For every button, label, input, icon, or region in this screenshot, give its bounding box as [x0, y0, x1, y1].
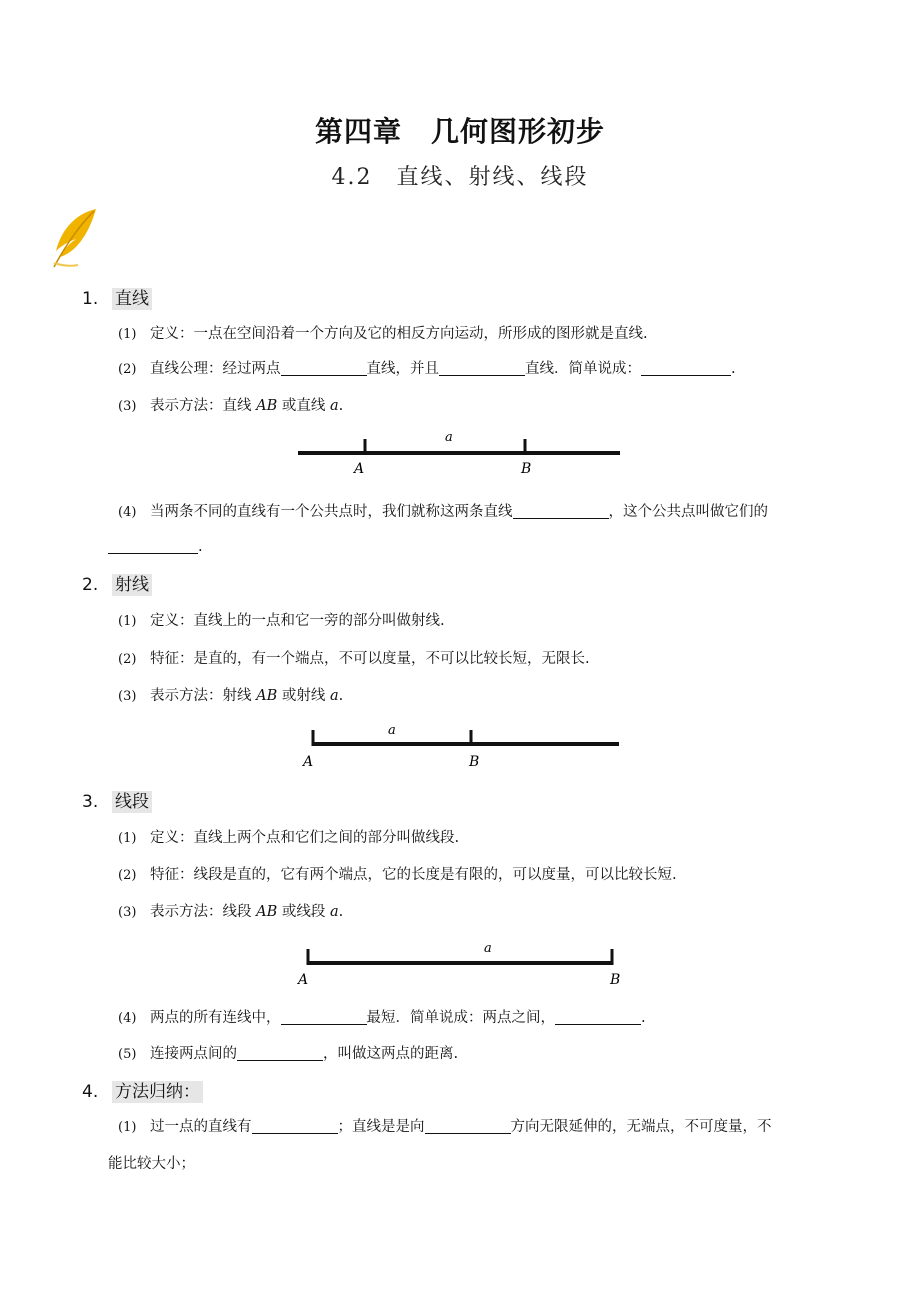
- list-item: (4) 当两条不同的直线有一个公共点时，我们就称这两条直线 ，这个公共点叫做它们的: [118, 504, 768, 520]
- fill-blank[interactable]: [555, 1008, 641, 1025]
- label-A: A: [303, 754, 314, 770]
- list-item: (3) 表示方法：射线 AB 或射线 a.: [118, 688, 344, 704]
- section-number: 1.: [82, 289, 99, 309]
- list-item: (5) 连接两点间的 ，叫做这两点的距离.: [118, 1046, 459, 1062]
- ray-figure: [295, 718, 630, 773]
- segment-figure: [292, 936, 632, 991]
- section-2-heading: [82, 570, 152, 595]
- section-label: 方法归纳：: [112, 1081, 203, 1103]
- label-B: B: [469, 754, 480, 770]
- list-item: (2) 特征：是直的，有一个端点，不可以度量，不可以比较长短，无限长.: [118, 651, 590, 667]
- line-figure: [290, 425, 630, 480]
- label-a: a: [445, 430, 453, 445]
- list-item: (1) 定义：直线上两个点和它们之间的部分叫做线段.: [118, 830, 460, 846]
- fill-blank[interactable]: [281, 1008, 367, 1025]
- section-1-heading: [82, 284, 152, 309]
- section-number: 3.: [82, 792, 99, 812]
- fill-blank[interactable]: [513, 502, 609, 519]
- list-item-continuation: 能比较大小；: [108, 1156, 195, 1172]
- list-item: (3) 表示方法：线段 AB 或线段 a.: [118, 904, 344, 920]
- section-number: 2.: [82, 575, 99, 595]
- label-a: a: [484, 941, 492, 956]
- label-B: B: [521, 461, 532, 477]
- fill-blank[interactable]: [439, 359, 525, 376]
- fill-blank[interactable]: [252, 1117, 338, 1134]
- list-item: (1) 定义：一点在空间沿着一个方向及它的相反方向运动，所形成的图形就是直线.: [118, 326, 648, 342]
- feather-icon: [48, 205, 100, 271]
- section-number: 4.: [82, 1082, 99, 1102]
- fill-blank[interactable]: [281, 359, 367, 376]
- list-item: (4) 两点的所有连线中， 最短．简单说成：两点之间， .: [118, 1010, 646, 1026]
- chapter-title: 第四章 几何图形初步: [314, 115, 605, 148]
- section-4-heading: [82, 1077, 203, 1102]
- label-A: A: [354, 461, 365, 477]
- section-label: 直线: [112, 288, 152, 310]
- list-item: (2) 特征：线段是直的，它有两个端点，它的长度是有限的，可以度量，可以比较长短.: [118, 867, 677, 883]
- fill-blank[interactable]: [425, 1117, 511, 1134]
- label-A: A: [298, 972, 309, 988]
- section-subtitle: 4.2 直线、射线、线段: [331, 165, 589, 190]
- label-B: B: [610, 972, 621, 988]
- fill-blank[interactable]: [237, 1044, 323, 1061]
- list-item: (1) 过一点的直线有 ；直线是是向 方向无限延伸的，无端点，不可度量，不: [118, 1119, 772, 1135]
- section-3-heading: [82, 787, 152, 812]
- fill-blank[interactable]: [108, 537, 198, 554]
- label-a: a: [388, 723, 396, 738]
- section-label: 线段: [112, 791, 152, 813]
- list-item: (3) 表示方法：直线 AB 或直线 a.: [118, 398, 344, 414]
- list-item: (1) 定义：直线上的一点和它一旁的部分叫做射线.: [118, 613, 445, 629]
- list-item: (2) 直线公理：经过两点 直线，并且 直线．简单说成： .: [118, 361, 736, 377]
- fill-blank[interactable]: [641, 359, 731, 376]
- section-label: 射线: [112, 574, 152, 596]
- list-item-continuation: .: [108, 537, 203, 555]
